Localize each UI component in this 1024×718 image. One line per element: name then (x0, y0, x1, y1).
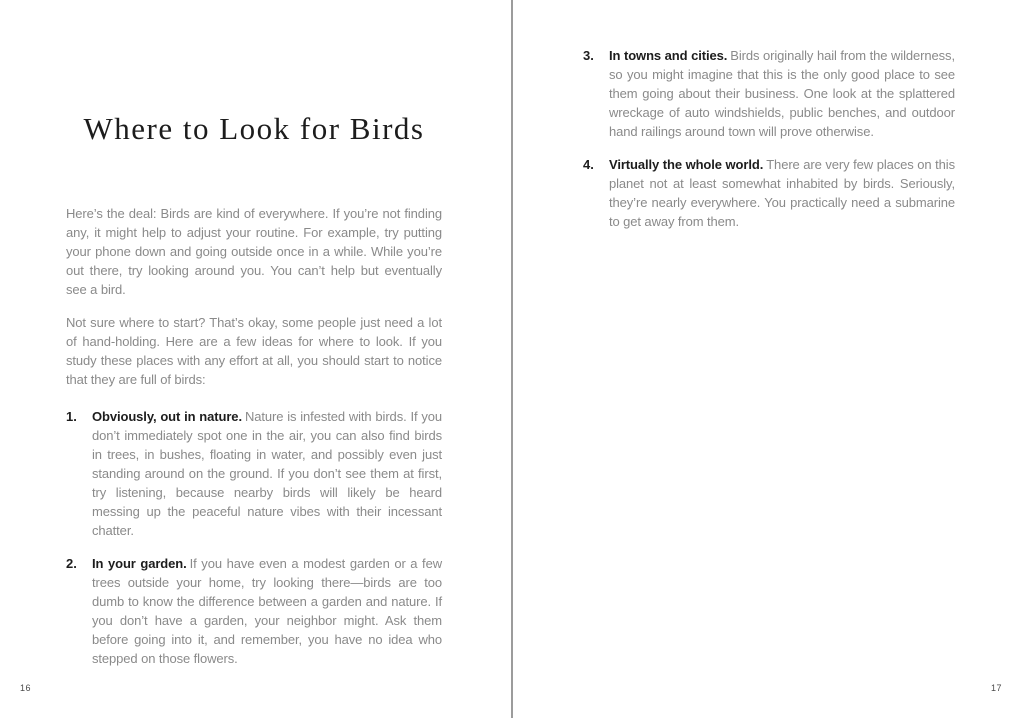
list-item-body: Nature is infested with birds. If you don’t immediately spot one in the air, you can also find birds in trees, in bushes, floating in water, and possibly even just standing around on the ground. If you don’t see them at first, try listening, because nearby birds will likely be heard messing up the peaceful nature vibes with their incessant chatter. (92, 408, 442, 538)
page-left (66, 0, 442, 718)
list-item-lead: Obviously, out in nature. (92, 408, 242, 424)
list-item (66, 407, 442, 540)
list-item-lead: In towns and cities. (609, 48, 728, 63)
list-item-body: If you have even a modest garden or a few trees outside your home, try looking there—birds are too dumb to know the difference between a garden and nature. If you don’t have a garden, your neighbor might. Ask them before going into it, and remember, you have no idea who stepped on those flowers. (92, 555, 442, 666)
list-item-text (92, 407, 442, 540)
list-item (583, 46, 955, 141)
list-item-lead: Virtually the whole world. (609, 157, 764, 172)
page-right (583, 0, 955, 718)
list-item-body: Birds originally hail from the wilderness, so you might imagine that this is the only good place to see them going about their business. One look at the splattered wreckage of auto windshields, public benches, and outdoor hand railings around town will prove otherwise. (609, 48, 955, 139)
intro-paragraph-1: Here’s the deal: Birds are kind of everywhere. If you’re not finding any, it might help to adjust your routine. For example, try putting your phone down and going outside once in a while. While you’re out there, try looking around you. You can’t help but eventually see a bird. (66, 205, 442, 297)
list-item-body: There are very few places on this planet not at least somewhat inhabited by birds. Seriously, they’re nearly everywhere. You practically need a submarine to get away from them. (609, 157, 955, 229)
numbered-list-left (66, 407, 442, 668)
list-item-text (92, 554, 442, 668)
list-item-text (609, 155, 955, 231)
list-item-number: 3. (583, 48, 594, 63)
list-item-number: 1. (66, 408, 77, 424)
list-item-number: 2. (66, 555, 77, 571)
page-divider (511, 0, 513, 718)
list-item-lead: In your garden. (92, 555, 187, 571)
numbered-list-right (583, 46, 955, 231)
list-item-number: 4. (583, 157, 594, 172)
page-number-left: 16 (20, 683, 32, 693)
list-item (66, 554, 442, 668)
list-item (583, 155, 955, 231)
intro-paragraph-2: Not sure where to start? That’s okay, some people just need a lot of hand-holding. Here are a few ideas for where to look. If you study these places with any effort at all, you should start to notice that they are full of birds: (66, 314, 442, 387)
chapter-title: Where to Look for Birds (83, 111, 425, 146)
page-number-right: 17 (991, 683, 1003, 693)
list-item-text (609, 46, 955, 141)
